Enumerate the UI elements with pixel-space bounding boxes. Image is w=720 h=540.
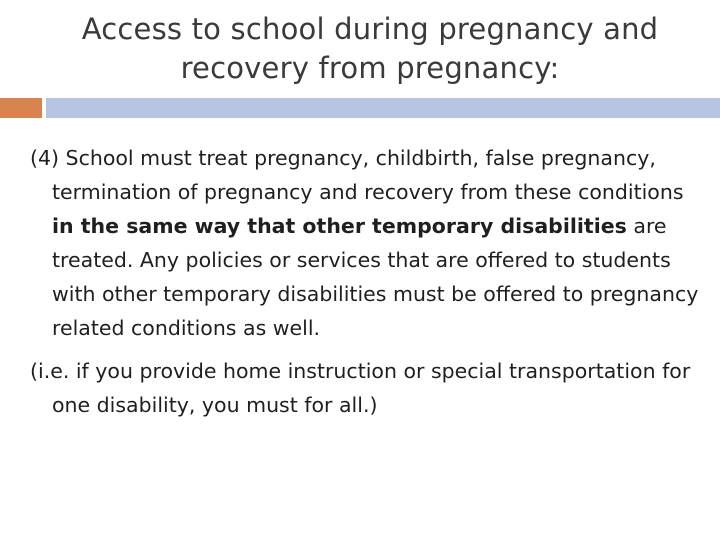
paragraph-example: (i.e. if you provide home instruction or special transportation for one disability, you must for all.)	[30, 359, 691, 417]
paragraph-1-text-start: (4) School must treat pregnancy, childbirth, false pregnancy, termination of pregnancy and recovery from these conditions	[30, 146, 684, 204]
divider-accent-block	[0, 98, 42, 118]
title-divider	[0, 98, 720, 118]
paragraph-1-text-end: are treated. Any policies or services that are offered to students with other temporary disabilities must be offered to pregnancy related conditions as well.	[52, 214, 699, 340]
title-line-2: recovery from pregnancy:	[180, 51, 560, 85]
paragraph-rule-4	[30, 141, 700, 345]
slide-title	[40, 10, 700, 88]
paragraph-1-emphasis: in the same way that other temporary disabilities	[52, 214, 627, 238]
slide-body	[30, 141, 700, 422]
title-line-1: Access to school during pregnancy and	[81, 12, 659, 46]
divider-bar	[46, 98, 720, 118]
